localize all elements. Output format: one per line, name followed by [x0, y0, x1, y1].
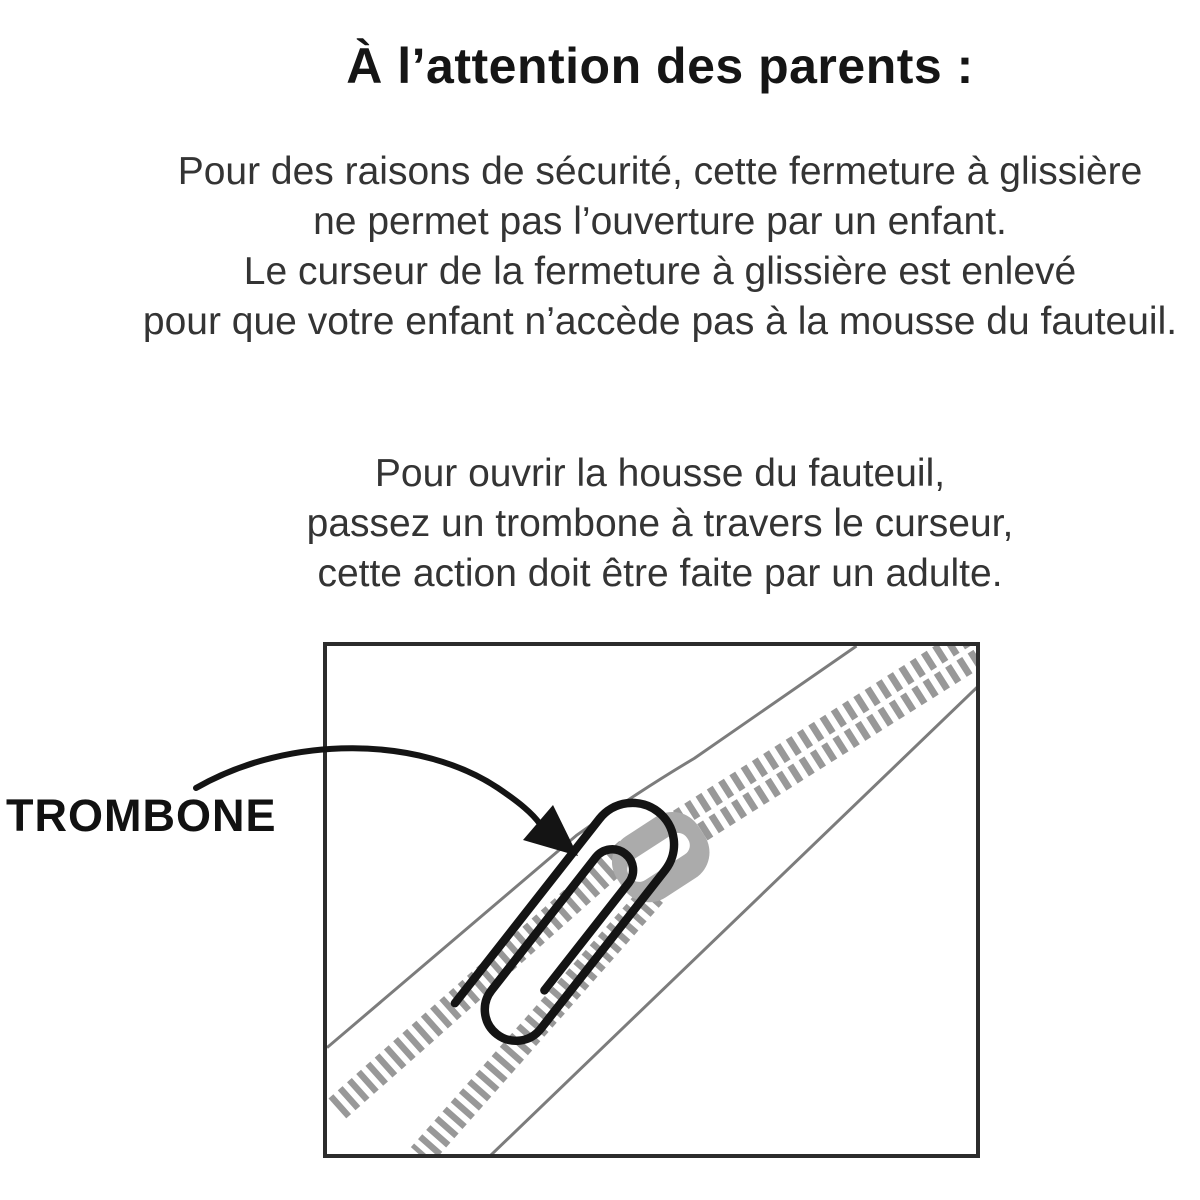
- safety-paragraph-line: Pour des raisons de sécurité, cette fermeture à glissière: [177, 150, 1143, 193]
- zipper-tape-edge-lower: [490, 687, 976, 1154]
- safety-paragraph-line: ne permet pas l’ouverture par un enfant.: [313, 200, 1007, 243]
- safety-paragraph: [120, 147, 1200, 347]
- instructions-paragraph: [120, 449, 1200, 599]
- instructions-paragraph-line: Pour ouvrir la housse du fauteuil,: [374, 452, 946, 495]
- instruction-diagram-frame: [323, 642, 980, 1158]
- zipper-diagram: [327, 646, 976, 1154]
- instructions-paragraph-line: passez un trombone à travers le curseur,: [306, 502, 1014, 545]
- zipper-tape-edge-upper: [327, 646, 856, 1048]
- zipper-closed-teeth-gap: [685, 646, 975, 829]
- safety-paragraph-line: Le curseur de la fermeture à glissière est enlevé: [243, 250, 1077, 293]
- trombone-callout-label: TROMBONE: [6, 790, 277, 841]
- page-title: À l’attention des parents :: [346, 38, 974, 94]
- instructions-paragraph-line: cette action doit être faite par un adulte.: [317, 552, 1003, 595]
- safety-paragraph-line: pour que votre enfant n’accède pas à la mousse du fauteuil.: [142, 300, 1178, 343]
